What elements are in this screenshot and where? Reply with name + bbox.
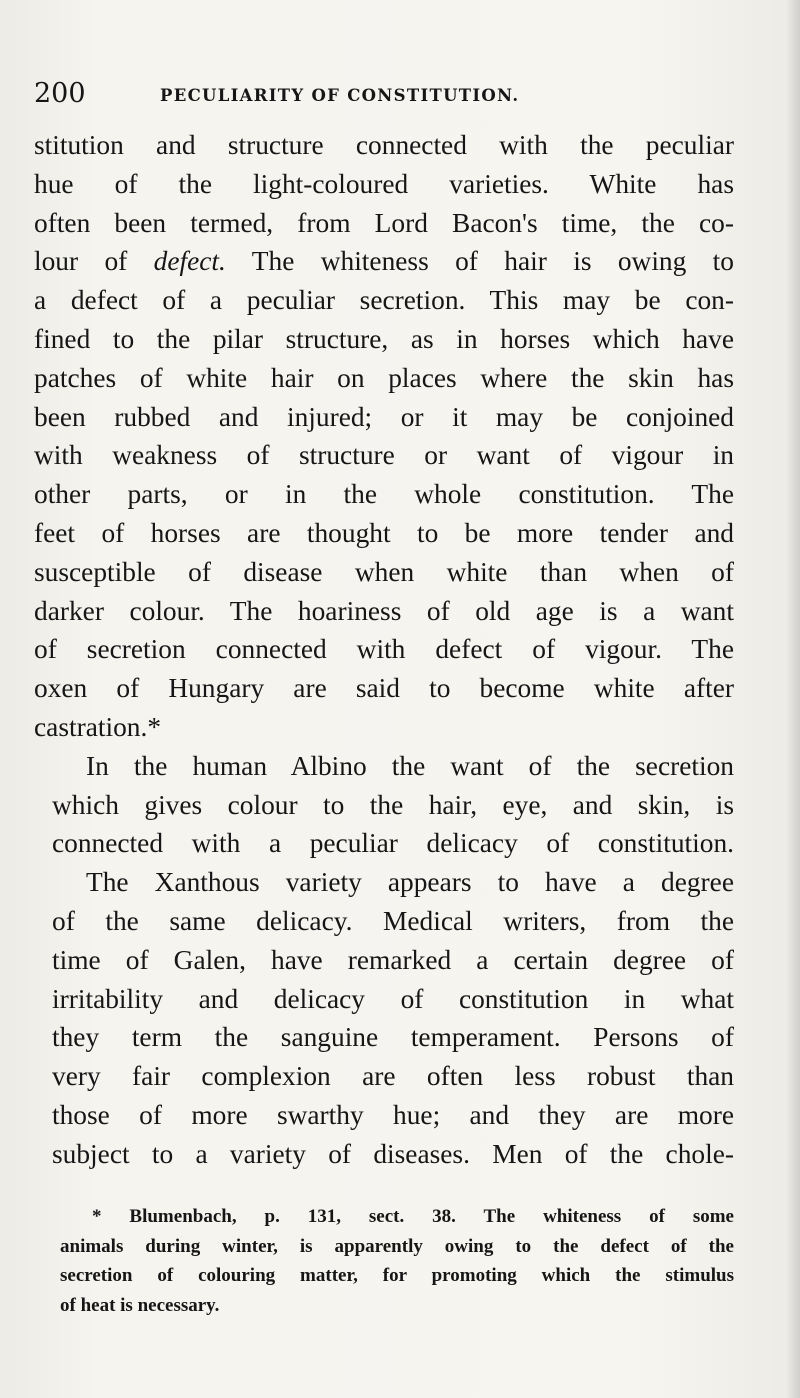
text-line: of secretion connected with defect of vigour. The: [34, 634, 734, 665]
footnote-line: * Blumenbach, p. 131, sect. 38. The whiteness of some: [92, 1206, 734, 1227]
italic-word: defect.: [153, 246, 226, 277]
text-line: time of Galen, have remarked a certain degree of: [52, 944, 734, 975]
text-line: other parts, or in the whole constitution. The: [34, 479, 734, 510]
body-text: [34, 126, 734, 1174]
text-line: [34, 242, 734, 281]
text-line: darker colour. The hoariness of old age is a want: [34, 595, 734, 626]
text-line: hue of the light-coloured varieties. White has: [34, 168, 734, 199]
footnote-line: secretion of colouring matter, for promoting which the stimulus: [60, 1265, 734, 1287]
text-line: stitution and structure connected with the peculiar: [34, 130, 734, 160]
text-line: The Xanthous variety appears to have a degree: [86, 867, 734, 898]
text-line: they term the sanguine temperament. Persons of: [52, 1022, 734, 1053]
page-edge-shadow: [786, 0, 800, 1398]
text-line: with weakness of structure or want of vigour in: [34, 440, 734, 471]
text-line: been rubbed and injured; or it may be conjoined: [34, 401, 734, 432]
page-number: 200: [34, 78, 86, 109]
text-line: feet of horses are thought to be more tender and: [34, 517, 734, 548]
text-line: connected with a peculiar delicacy of constitution.: [52, 828, 734, 859]
page-header: [34, 76, 734, 116]
text-line: oxen of Hungary are said to become white after: [34, 673, 734, 704]
text-line: In the human Albino the want of the secretion: [86, 750, 734, 781]
text-line: of the same delicacy. Medical writers, from the: [52, 905, 734, 936]
running-head: PECULIARITY OF CONSTITUTION.: [160, 86, 520, 105]
text-line: patches of white hair on places where the skin has: [34, 362, 734, 393]
text-fragment: lour of: [34, 246, 128, 277]
text-line: susceptible of disease when white than when of: [34, 556, 734, 587]
text-line: a defect of a peculiar secretion. This may be con-: [34, 285, 734, 316]
text-line: often been termed, from Lord Bacon's time, the co-: [34, 207, 734, 238]
text-line: irritability and delicacy of constitution in what: [52, 983, 734, 1014]
text-fragment: The whiteness of hair is owing to: [251, 246, 734, 277]
text-line: those of more swarthy hue; and they are more: [52, 1099, 734, 1130]
text-line: which gives colour to the hair, eye, and skin, is: [52, 789, 734, 820]
text-line: fined to the pilar structure, as in horses which have: [34, 323, 734, 354]
footnote-line: of heat is necessary.: [60, 1294, 220, 1316]
footnote: [62, 1202, 734, 1320]
text-line: castration.*: [34, 711, 162, 742]
footnote-line: animals during winter, is apparently owing to the defect of the: [60, 1235, 734, 1257]
text-line: subject to a variety of diseases. Men of the chole-: [52, 1138, 734, 1169]
text-line: very fair complexion are often less robust than: [52, 1061, 734, 1092]
